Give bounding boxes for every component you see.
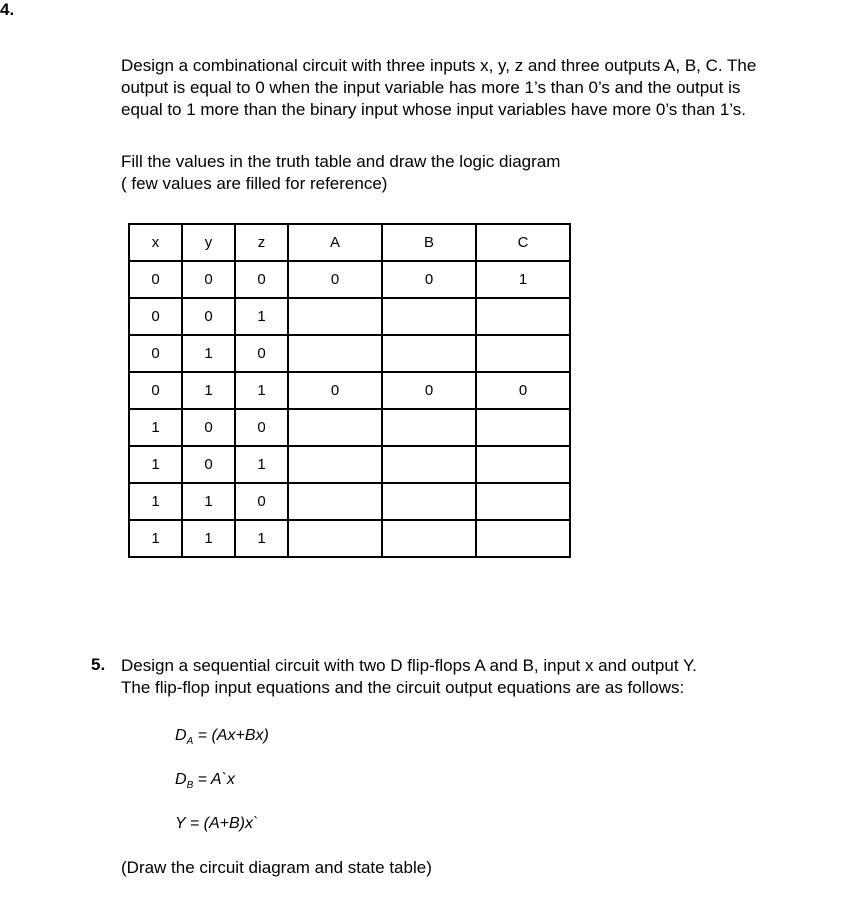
table-row: [129, 446, 570, 483]
table-cell: 0: [235, 335, 288, 372]
question-4-instruction: [121, 151, 821, 195]
equation-da: [175, 727, 269, 747]
table-cell: 1: [182, 520, 235, 557]
table-cell: [288, 335, 382, 372]
table-cell: [476, 520, 570, 557]
table-cell: 0: [235, 483, 288, 520]
table-cell: 0: [288, 372, 382, 409]
table-cell: 0: [235, 261, 288, 298]
table-header-cell: y: [182, 224, 235, 261]
table-row: [129, 372, 570, 409]
table-cell: [382, 335, 476, 372]
table-cell: 1: [129, 483, 182, 520]
table-cell: 0: [129, 261, 182, 298]
instruction-line: ( few values are filled for reference): [121, 174, 388, 193]
equation-da-base: D: [175, 727, 187, 744]
question-4-text: [121, 55, 821, 121]
table-row: [129, 409, 570, 446]
table-cell: 0: [288, 261, 382, 298]
table-cell: [476, 409, 570, 446]
table-header-cell: A: [288, 224, 382, 261]
table-cell: 0: [182, 261, 235, 298]
table-cell: 0: [382, 372, 476, 409]
question-4-number: 4.: [0, 0, 15, 19]
table-cell: [382, 298, 476, 335]
table-cell: 1: [476, 261, 570, 298]
equation-da-subscript: A: [186, 736, 194, 748]
table-cell: [382, 483, 476, 520]
question-5-footer: (Draw the circuit diagram and state table): [121, 858, 432, 877]
equation-db-rhs: = A`x: [193, 771, 235, 788]
table-cell: 1: [129, 446, 182, 483]
table-cell: 1: [129, 409, 182, 446]
table-cell: 0: [182, 409, 235, 446]
table-row: [129, 335, 570, 372]
table-cell: 1: [129, 520, 182, 557]
table-cell: 1: [182, 372, 235, 409]
table-cell: 0: [235, 409, 288, 446]
equation-db-base: D: [175, 771, 187, 788]
table-cell: [382, 409, 476, 446]
table-cell: 0: [382, 261, 476, 298]
question-5-text: [121, 655, 821, 699]
question-4-line: output is equal to 0 when the input variable has more 1’s than 0’s and the output is: [121, 78, 741, 97]
table-cell: [476, 335, 570, 372]
table-cell: 0: [129, 335, 182, 372]
table-header-cell: x: [129, 224, 182, 261]
table-cell: 1: [235, 372, 288, 409]
table-cell: [288, 483, 382, 520]
table-cell: [288, 446, 382, 483]
equation-y: Y = (A+B)x`: [175, 815, 259, 832]
table-header-row: [129, 224, 570, 261]
table-cell: 1: [182, 483, 235, 520]
equation-db: [175, 771, 235, 791]
table-cell: [476, 446, 570, 483]
table-row: [129, 520, 570, 557]
table-cell: 0: [182, 298, 235, 335]
table-cell: [288, 409, 382, 446]
table-cell: [288, 298, 382, 335]
table-cell: [288, 520, 382, 557]
table-cell: 1: [235, 298, 288, 335]
table-header-cell: C: [476, 224, 570, 261]
table-cell: 1: [235, 446, 288, 483]
instruction-line: Fill the values in the truth table and draw the logic diagram: [121, 152, 561, 171]
equation-db-subscript: B: [186, 780, 194, 792]
question-5-line: Design a sequential circuit with two D flip-flops A and B, input x and output Y.: [121, 656, 697, 675]
question-5-number: 5.: [91, 655, 106, 674]
table-row: [129, 483, 570, 520]
table-cell: 0: [182, 446, 235, 483]
table-cell: [476, 483, 570, 520]
table-cell: 0: [129, 372, 182, 409]
table-cell: [476, 298, 570, 335]
table-cell: [382, 520, 476, 557]
truth-table: [128, 223, 571, 558]
table-cell: 0: [476, 372, 570, 409]
table-header-cell: z: [235, 224, 288, 261]
question-4-line: Design a combinational circuit with three inputs x, y, z and three outputs A, B, C. The: [121, 56, 757, 75]
table-header-cell: B: [382, 224, 476, 261]
table-cell: [382, 446, 476, 483]
table-row: [129, 298, 570, 335]
table-cell: 1: [235, 520, 288, 557]
equation-da-rhs: = (Ax+Bx): [193, 727, 269, 744]
table-row: [129, 261, 570, 298]
question-4-line: equal to 1 more than the binary input whose input variables have more 0’s than 1’s.: [121, 100, 746, 119]
table-cell: 0: [129, 298, 182, 335]
table-cell: 1: [182, 335, 235, 372]
question-5-line: The flip-flop input equations and the circuit output equations are as follows:: [121, 678, 685, 697]
